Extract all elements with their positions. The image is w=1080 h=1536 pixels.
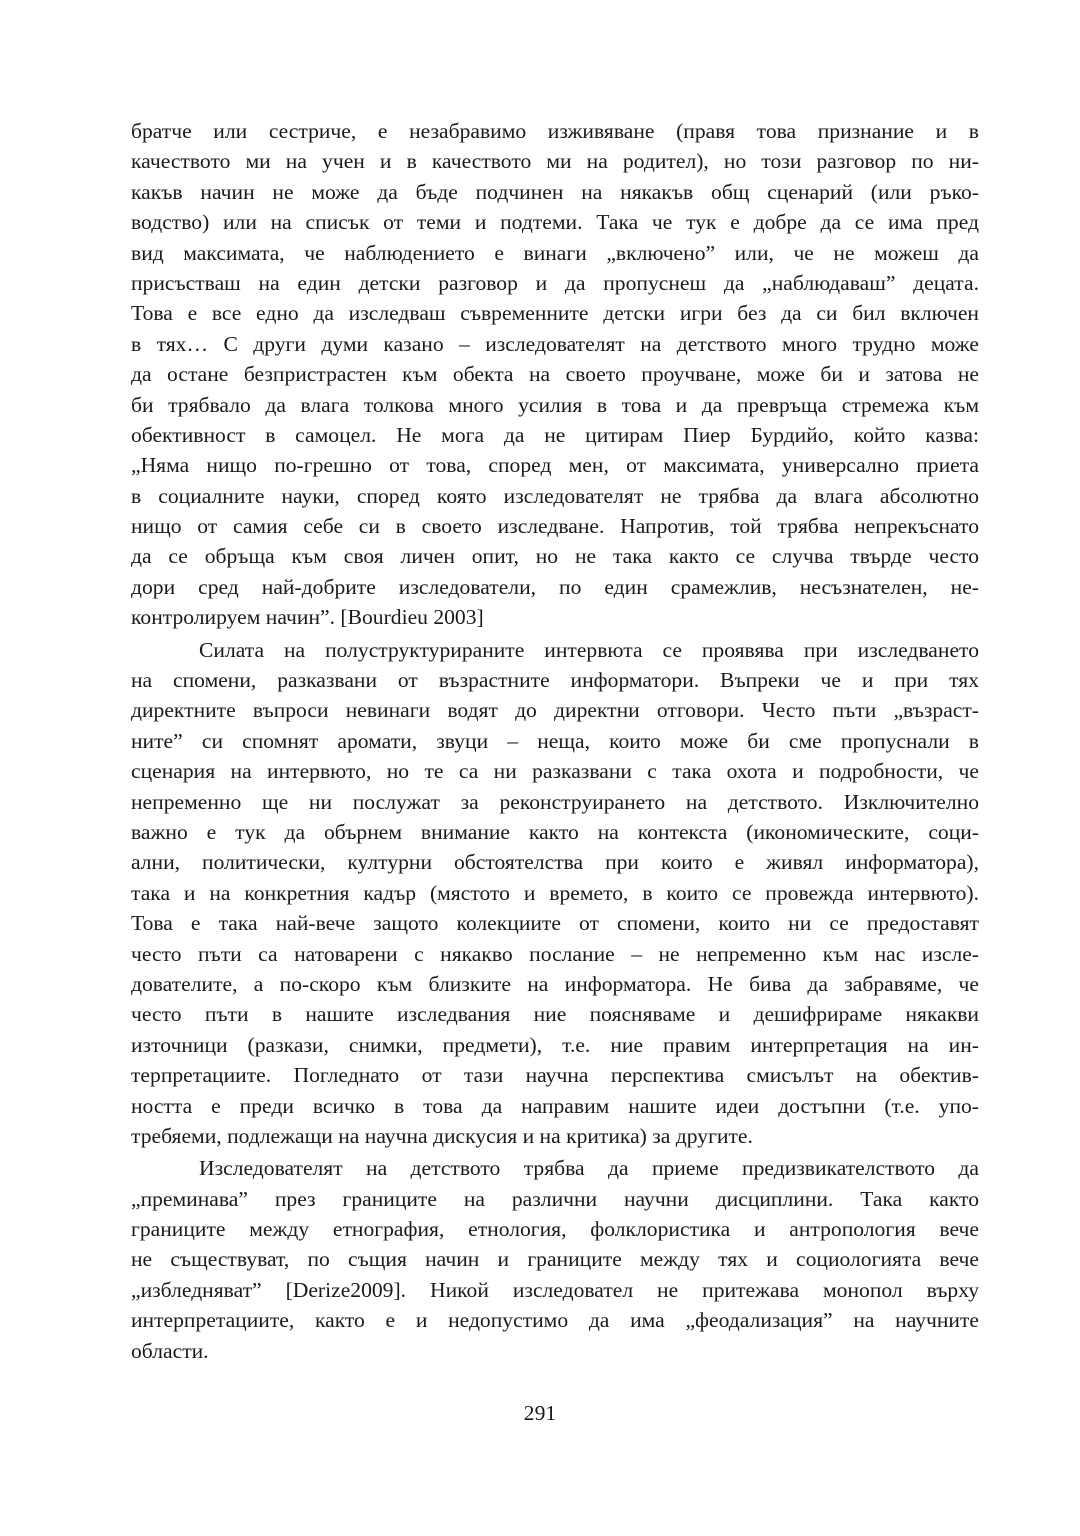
text-line: „избледняват” [Derize2009]. Никой изследовател не притежава монопол върху: [131, 1277, 979, 1302]
paragraph: [131, 1153, 979, 1366]
text-line: обективност в самоцел. Не мога да не цитирам Пиер Бурдийо, който казва:: [131, 422, 979, 447]
text-line: на спомени, разказвани от възрастните информатори. Въпреки че и при тях: [131, 668, 979, 693]
text-line: вид максимата, че наблюдението е винаги „включено” или, че не можеш да: [131, 240, 979, 265]
text-line: в социалните науки, според която изследователят не трябва да влага абсолютно: [131, 483, 979, 508]
text-line: дователите, а по-скоро към близките на информатора. Не бива да забравяме, че: [131, 971, 979, 996]
text-line: требяеми, подлежащи на научна дискусия и на критика) за другите.: [131, 1123, 753, 1148]
text-line: Това е все едно да изследваш съвременните детски игри без да си бил включен: [131, 301, 979, 326]
body-text: [131, 116, 979, 1366]
text-line: Това е така най-вече защото колекциите от спомени, които ни се предоставят: [131, 911, 979, 936]
text-line: дори сред най-добрите изследователи, по един срамежлив, несъзнателен, не-: [131, 574, 979, 599]
text-line: ните” си спомнят аромати, звуци – неща, които може би сме пропуснали в: [131, 728, 979, 753]
text-line: границите между етнография, етнология, фолклористика и антропология вече: [131, 1217, 979, 1242]
text-line: важно е тук да обърнем внимание както на контекста (икономическите, соци-: [131, 819, 979, 844]
text-line: често пъти са натоварени с някакво послание – не непременно към нас изсле-: [131, 941, 979, 966]
paragraph: [131, 116, 979, 633]
text-line: братче или сестриче, е незабравимо изживяване (правя това признание и в: [131, 119, 979, 143]
text-line: така и на конкретния кадър (мястото и времето, в които се провежда интервюто).: [131, 880, 979, 905]
text-line: контролируем начин”. [Bourdieu 2003]: [131, 605, 484, 630]
text-line: би трябвало да влага толкова много усилия в това и да превръща стремежа към: [131, 392, 979, 417]
text-line: „преминава” през границите на различни научни дисциплини. Така както: [131, 1186, 979, 1211]
text-line: области.: [131, 1338, 209, 1363]
text-line: ността е преди всичко в това да направим нашите идеи достъпни (т.е. упо-: [131, 1093, 979, 1118]
text-line: да се обръща към своя личен опит, но не така както се случва твърде често: [131, 544, 979, 569]
text-line: качеството ми на учен и в качеството ми на родител), но този разговор по ни-: [131, 149, 979, 174]
text-line: непременно ще ни послужат за реконструирането на детството. Изключително: [131, 789, 979, 814]
text-line: „Няма нищо по-грешно от това, според мен, от максимата, универсално приета: [131, 453, 979, 478]
text-line: Силата на полуструктурираните интервюта се проявява при изследването: [199, 637, 979, 662]
text-line: интерпретациите, както е и недопустимо да има „феодализация” на научните: [131, 1308, 979, 1333]
text-line: нищо от самия себе си в своето изследване. Напротив, той трябва непрекъснато: [131, 514, 979, 539]
text-line: директните въпроси невинаги водят до директни отговори. Често пъти „възраст-: [131, 698, 979, 723]
page-number: 291: [523, 1401, 557, 1425]
text-line: какъв начин не може да бъде подчинен на някакъв общ сценарий (или ръко-: [131, 179, 979, 204]
text-line: присъстваш на един детски разговор и да пропуснеш да „наблюдаваш” децата.: [131, 270, 979, 295]
text-line: сценария на интервюто, но те са ни разказвани с така охота и подробности, че: [131, 759, 979, 784]
text-line: в тях… С други думи казано – изследователят на детството много трудно може: [131, 331, 979, 356]
text-line: да остане безпристрастен към обекта на своето проучване, може би и затова не: [131, 362, 979, 387]
text-line: Изследователят на детството трябва да приеме предизвикателството да: [199, 1156, 979, 1181]
paragraph: [131, 635, 979, 1152]
text-line: водство) или на списък от теми и подтеми. Така че тук е добре да се има пред: [131, 210, 979, 235]
text-line: често пъти в нашите изследвания ние поясняваме и дешифрираме някакви: [131, 1002, 979, 1027]
text-line: ални, политически, културни обстоятелства при които е живял информатора),: [131, 850, 979, 875]
text-line: терпретациите. Погледнато от тази научна перспектива смисълът на обектив-: [131, 1063, 979, 1088]
text-line: източници (разкази, снимки, предмети), т.е. ние правим интерпретация на ин-: [131, 1032, 979, 1057]
text-line: не съществуват, по същия начин и границите между тях и социологията вече: [131, 1247, 979, 1272]
